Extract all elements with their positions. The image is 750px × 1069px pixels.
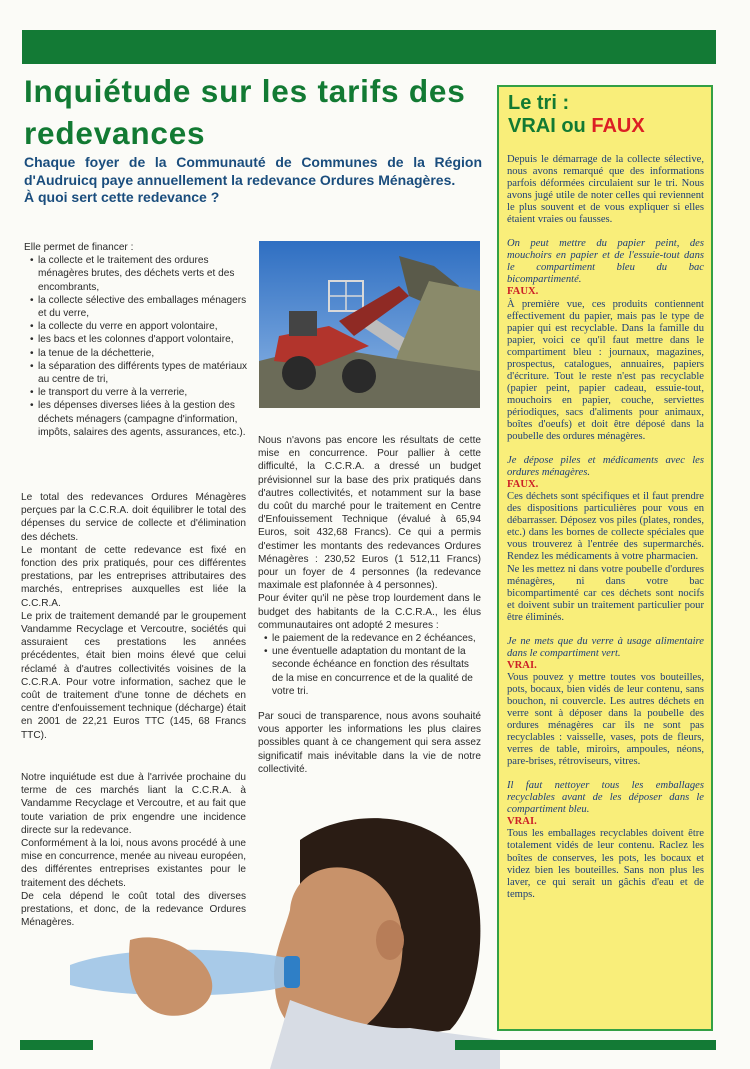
child-drinking-water-photo [70, 800, 500, 1069]
sidebar-title-line1: Le tri : [508, 92, 570, 114]
footer-bar-right [455, 1040, 716, 1050]
sidebar-title [508, 92, 708, 138]
sidebar-verdict: FAUX. [507, 286, 539, 298]
sidebar-title-faux: FAUX [591, 115, 645, 137]
paragraph: Conformément à la loi, nous avons procédé à une mise en concurrence, menée au niveau européen, des différentes entreprises existantes pour le traitement des déchets. [21, 838, 247, 889]
sidebar-answer: Vous pouvez y mettre toutes vos bouteilles, pots, bocaux, bien vidés de leur contenu, sans bouchon, ni couvercle. Les autres déchets en verre sont à déposer dans la poubelle des ordures ménagères car ils ne sont pas recyclables : vaisselle, vases, pots de fleurs, verres de table, miroirs, ampoules, néons, pare-brises, rétroviseurs, vitres. [507, 671, 704, 768]
sidebar-answer: Tous les emballages recyclables doivent être totalement vidés de leur contenu. Raclez les boîtes de conserves, les pots, les bocaux et videz bien les bouteilles. Sans non plus les laver, ce qui serait un gâchis d'eau et de temps. [507, 828, 704, 900]
sidebar-answer: À première vue, ces produits contiennent effectivement du papier, mais pas le type de papier qui est recyclable. Dans la famille du papier, voici ce qu'il faut mettre dans le compartiment bleu : journaux, magazines, prospectus, catalogues, annuaires, papiers d'écriture. Tout le reste n'est pas recyclable (papier peint, papier cadeau, essuie-tout, mouchoirs en papier, couche, serviettes périodiques, sacs d'aliments pour animaux, boîtes d'oeufs) et doit être déposé dans la poubelle des ordures ménagères. [507, 298, 704, 443]
sidebar-verdict: FAUX. [507, 479, 539, 491]
paragraph: Le montant de cette redevance est fixé en fonction des prix pratiqués, pour ces différentes prestations, par les entreprises attributaires des marchés, entreprises auxquelles est liée la C.C.R.A. [21, 544, 246, 609]
funding-list [24, 254, 248, 439]
footer-bar-left [20, 1040, 93, 1050]
intro-block [24, 154, 482, 207]
paragraph: Pour éviter qu'il ne pèse trop lourdement dans le budget des habitants de la C.C.R.A., les élus communautaires ont adopté 2 mesures : [258, 593, 481, 631]
list-item: • le paiement de la redevance en 2 échéances, [272, 632, 481, 645]
page-title: Inquiétude sur les tarifs des redevances [24, 73, 466, 151]
list-item: • la tenue de la déchetterie, [38, 347, 248, 360]
list-item: • les dépenses diverses liées à la gestion des déchets ménagers (campagne d'information, impôts, salaires des agents, assurances, etc.). [38, 399, 248, 439]
list-item: • la collecte sélective des emballages ménagers et du verre, [38, 294, 248, 320]
loader-excavator-photo [259, 241, 480, 408]
sidebar-question: Je dépose piles et médicaments avec les ordures ménagères. [507, 455, 704, 479]
sidebar-verdict: VRAI. [507, 816, 537, 828]
sidebar-question: Je ne mets que du verre à usage alimentaire dans le compartiment vert. [507, 635, 704, 659]
list-item: • la collecte du verre en apport volontaire, [38, 320, 248, 333]
list-item: • la collecte et le traitement des ordures ménagères brutes, des déchets verts et des encombrants, [38, 254, 248, 294]
column-2-body [258, 434, 481, 776]
sidebar-intro: Depuis le démarrage de la collecte sélective, nous avons remarqué que des informations parfois déformées circulaient sur le tri. Nous avons jugé utile de noter celles qui reviennent le plus souvent et de vous expliquer si elles étaient vraies ou fausses. [507, 154, 704, 226]
sidebar-vrai-faux [497, 85, 713, 1031]
sidebar-answer: Ne les mettez ni dans votre poubelle d'ordures ménagères, ni dans votre bac bicompartimenté car ces déchets sont nocifs et doivent subir un traitement particulier pour être éliminés. [507, 563, 704, 623]
column-1-list [24, 241, 248, 439]
sidebar-question: Il faut nettoyer tous les emballages recyclables avant de les déposer dans le compartiment bleu. [507, 780, 704, 816]
intro-lead: Chaque foyer de la Communauté de Communes de la Région d'Audruicq paye annuellement la redevance Ordures Ménagères. [24, 154, 482, 188]
header-green-bar [22, 30, 716, 64]
paragraph: Nous n'avons pas encore les résultats de cette mise en concurrence. Pour pallier à cette difficulté, la C.C.R.A. a dressé un budget prévisionnel sur la base des prix pratiqués dans d'autres collectivités, et notamment sur la base du coût du marché pour le traitement en Centre d'Enfouissement Technique (évalué à 65,94 Euros, soit 432,68 Francs). Ce qui a permis d'estimer les montants des redevances Ordures Ménagères : 230,52 Euros (1 512,11 Francs) pour un foyer de 4 personnes (la redevance maximale est plafonnée à 4 personnes). [258, 435, 481, 592]
sidebar-title-vrai: VRAI ou [508, 115, 586, 137]
intro-question: À quoi sert cette redevance ? [24, 189, 220, 206]
measures-list [258, 632, 481, 698]
column-1-body [21, 491, 246, 742]
paragraph: Le total des redevances Ordures Ménagères perçues par la C.C.R.A. doit équilibrer le total des dépenses du service de collecte et d'élimination des déchets. [21, 492, 246, 543]
list-item: • le transport du verre à la verrerie, [38, 386, 248, 399]
paragraph: Par souci de transparence, nous avons souhaité vous apporter les informations les plus claires possibles quant à ce changement qui sera assez significatif mais inévitable dans la vie de notre collectivité. [258, 711, 481, 775]
paragraph: De cela dépend le coût total des diverses prestations, et donc, de la redevance Ordures Ménagères. [21, 890, 246, 929]
paragraph: Notre inquiétude est due à l'arrivée prochaine du terme de ces marchés liant la C.C.R.A. à Vandamme Recyclage et Vercoutre, et au fait que toute variation de prix engendre une incidence directe sur la redevance. [21, 772, 246, 836]
sidebar-answer: Ces déchets sont spécifiques et il faut prendre des dispositions particulières pour vous en débarrasser. Déposez vos piles (plates, rondes, etc.) dans les bornes de collecte spéciales que vous trouverez à l'entrée des supermarchés. Rendez les médicaments à votre pharmacien. [507, 491, 704, 563]
sidebar-question: On peut mettre du papier peint, des mouchoirs en papier et de l'essuie-tout dans le compartiment bleu du bac bicompartimenté. [507, 238, 704, 286]
sidebar-verdict: VRAI. [507, 659, 537, 671]
sidebar-body [507, 154, 704, 901]
paragraph: Le prix de traitement demandé par le groupement Vandamme Recyclage et Vercoutre, sociétés qui assuraient ces prestations les années précédentes, était bien moins élevé que celui réclamé à d'autres collectivités voisines de la C.C.R.A. Pour votre information, sachez que le coût de traitement d'une tonne de déchets en centre d'enfouissement technique (décharge) était en 2001 de 22,21 Euros TTC (145, 68 Francs TTC). [21, 610, 246, 741]
list-intro: Elle permet de financer : [24, 242, 134, 253]
list-item: • les bacs et les colonnes d'apport volontaire, [38, 333, 248, 346]
list-item: • la séparation des différents types de matériaux au centre de tri, [38, 360, 248, 386]
list-item: • une éventuelle adaptation du montant de la seconde échéance en fonction des résultats de la mise en concurrence et de la qualité de votre tri. [272, 645, 481, 698]
